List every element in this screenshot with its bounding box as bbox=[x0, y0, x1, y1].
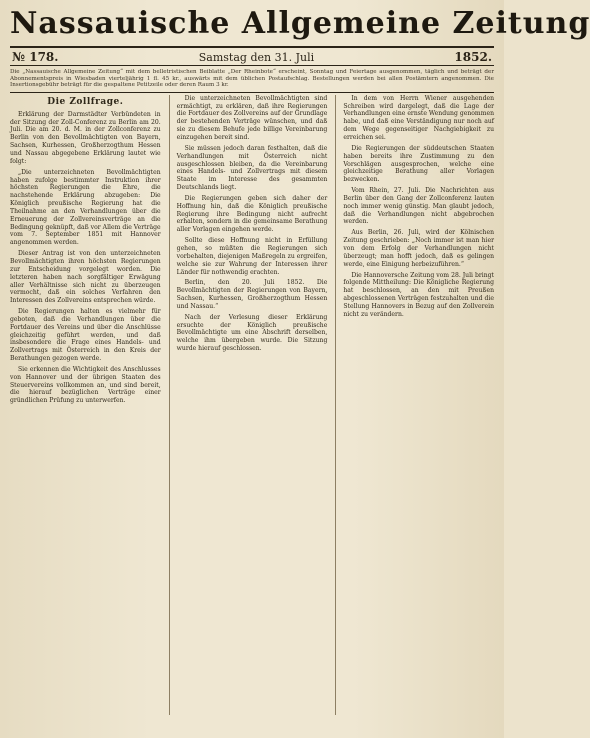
issue-year: 1852. bbox=[454, 50, 492, 64]
paragraph: Die unterzeichneten Bevollmächtigten sind ermächtigt, zu erklären, daß ihre Regierungen die Fortdauer des Zollvereins auf der Grundlage der bestehenden Verträge wünschen, und daß sie zu diesem Behufe jede billige Vereinbarung einzugehen bereit sind. bbox=[176, 94, 328, 141]
paragraph: „Die unterzeichneten Bevollmächtigten haben zufolge bestimmter Instruktion ihrer höchsten Regierungen die Ehre, die nachstehende Erklärung abzugeben: Die Königlich preußische Regierung hat die Theilnahme an den Verhandlungen über die Erneuerung der Zollvereinsverträge an die Bedingung geknüpft, daß vor Allem die Verträge vom 7. September 1851 mit Hannover angenommen werden. bbox=[10, 168, 161, 247]
paragraph: Aus Berlin, 26. Juli, wird der Kölnischen Zeitung geschrieben: „Noch immer ist man hier von dem Erfolg der Verhandlungen nicht überzeugt; man hofft jedoch, daß es gelingen werde, eine Einigung herbeizuführen.“ bbox=[343, 229, 495, 268]
column-left bbox=[10, 95, 161, 715]
paragraph: Die Regierungen der süddeutschen Staaten haben bereits ihre Zustimmung zu den Vorschlägen ausgesprochen, welche eine gleichzeitige Berathung aller Vorlagen bezwecken. bbox=[343, 144, 495, 184]
paragraph: Sie erkennen die Wichtigkeit des Anschlusses von Hannover und der übrigen Staaten des Steuervereins vollkommen an, und sind bereit, die hierauf bezüglichen Verträge einer gründlichen Prüfung zu unterwerfen. bbox=[10, 365, 161, 405]
article-columns bbox=[10, 95, 494, 715]
paragraph: In dem von Herrn Wiener ausgehenden Schreiben wird dargelegt, daß die Lage der Verhandlungen eine ernste Wendung genommen habe, und daß eine Verständigung nur noch auf dem Wege gegenseitiger Nachgiebigkeit zu erreichen sei. bbox=[343, 94, 495, 141]
paragraph: Die Regierungen geben sich daher der Hoffnung hin, daß die Königlich preußische Regierung ihre Bedingung nicht aufrecht erhalten, sondern in die gemeinsame Berathung aller Vorlagen eingehen werde. bbox=[176, 194, 328, 234]
paragraph: Sie müssen jedoch daran festhalten, daß die Verhandlungen mit Österreich nicht ausgeschlossen bleiben, da die Vereinbarung eines Handels- und Zollvertrags mit diesem Staate im Interesse des gesammten Deutschlands liegt. bbox=[176, 144, 328, 192]
paragraph: Die Regierungen halten es vielmehr für geboten, daß die Verhandlungen über die Fortdauer des Vereins und über die Anschlüsse gleichzeitig geführt werden, und daß insbesondere die Frage eines Handels- und Zollvertrags mit Österreich in den Kreis der Berathungen gezogen werde. bbox=[10, 308, 161, 363]
newspaper-title: Nassauische Allgemeine Zeitung bbox=[10, 6, 590, 41]
paragraph: Erklärung der Darmstädter Verbündeten in der Sitzung der Zoll-Conferenz zu Berlin am 20. Juli. Die am 20. d. M. in der Zollconferenz zu Berlin von den Bevollmächtigten von Bayern, Sachsen, Kurhessen, Großherzogthum Hessen und Nassau abgegebene Erklärung lautet wie folgt: bbox=[10, 110, 161, 165]
paragraph: Vom Rhein, 27. Juli. Die Nachrichten aus Berlin über den Gang der Zollconferenz lauten noch immer wenig günstig. Man glaubt jedoch, daß die Verhandlungen nicht abgebrochen werden. bbox=[343, 187, 495, 226]
paragraph: Sollte diese Hoffnung nicht in Erfüllung gehen, so müßten die Regierungen sich vorbehalten, diejenigen Maßregeln zu ergreifen, welche sie zur Wahrung der Interessen ihrer Länder für nothwendig erachten. bbox=[176, 237, 328, 276]
subscription-notice: Die „Nassauische Allgemeine Zeitung“ mit dem belletristischen Beiblatte „Der Rheinbote“ erscheint, Sonntag und Feiertage ausgenommen, täglich und beträgt der Abonnementspreis in Wiesbaden vierteljährig 1 fl. 45 kr., auswärts mit dem üblichen Postaufschlag. Bestellungen werden bei allen Postämtern angenommen. Die Insertionsgebühr beträgt für die gespaltene Petitzeile oder deren Raum 3 kr. bbox=[10, 69, 494, 93]
article-heading: Die Zollfrage. bbox=[47, 96, 124, 107]
column-right bbox=[335, 95, 494, 715]
issue-number: № 178. bbox=[12, 50, 59, 64]
paragraph: Die Hannoversche Zeitung vom 28. Juli bringt folgende Mittheilung: Die Königliche Regierung hat beschlossen, an den mit Preußen abgeschlossenen Verträgen festzuhalten und die Stellung Hannovers in Bezug auf den Zollverein nicht zu verändern. bbox=[343, 271, 495, 318]
issue-date: Samstag den 31. Juli bbox=[198, 51, 315, 64]
paragraph: Berlin, den 20. Juli 1852. Die Bevollmächtigten der Regierungen von Bayern, Sachsen, Kurhessen, Großherzogthum Hessen und Nassau.“ bbox=[176, 279, 328, 310]
paragraph: Dieser Antrag ist von den unterzeichneten Bevollmächtigten ihren höchsten Regierungen zur Entscheidung vorgelegt worden. Die letzteren haben nach sorgfältiger Erwägung aller Verhältnisse sich nicht zu überzeugen vermocht, daß ein solches Verfahren den Interessen des Zollvereins entsprechen würde. bbox=[10, 250, 161, 305]
column-middle bbox=[169, 95, 328, 715]
paragraph: Nach der Verlesung dieser Erklärung ersuchte der Königlich preußische Bevollmächtigte um eine Abschrift derselben, welche ihm übergeben wurde. Die Sitzung wurde hierauf geschlossen. bbox=[176, 313, 328, 353]
issue-line bbox=[10, 46, 494, 66]
